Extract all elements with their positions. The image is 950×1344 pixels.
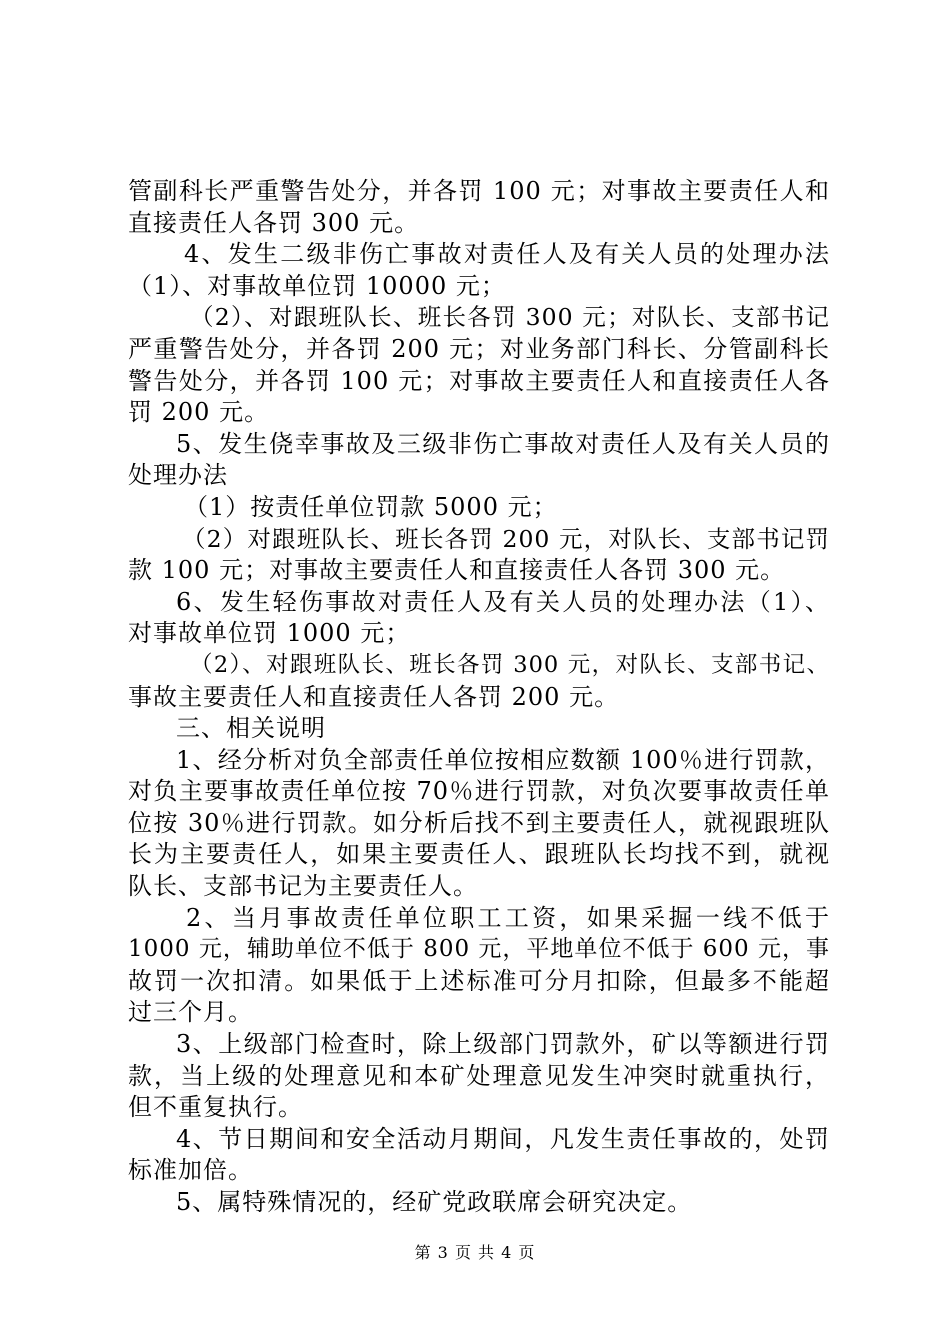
text-line: 队长、支部书记为主要责任人。	[128, 872, 478, 901]
text-line: 款，当上级的处理意见和本矿处理意见发生冲突时就重执行，	[128, 1061, 830, 1090]
text-line: 对事故单位罚 1000 元；	[128, 619, 411, 648]
text-line: 标准加倍。	[128, 1156, 253, 1185]
text-line: （2）对跟班队长、班长各罚 200 元，对队长、支部书记罚	[182, 524, 830, 553]
text-line: 直接责任人各罚 300 元。	[128, 208, 420, 237]
text-line: 严重警告处分，并各罚 200 元；对业务部门科长、分管副科长	[128, 334, 830, 363]
text-line: 警告处分，并各罚 100 元；对事故主要责任人和直接责任人各	[128, 366, 830, 395]
text-line: 故罚一次扣清。如果低于上述标准可分月扣除，但最多不能超	[128, 966, 830, 995]
text-line: 5、发生侥幸事故及三级非伤亡事故对责任人及有关人员的	[176, 429, 830, 458]
text-line: 罚 200 元。	[128, 398, 270, 427]
text-line: 位按 30％进行罚款。如分析后找不到主要责任人，就视跟班队	[128, 808, 830, 837]
text-line: 4、发生二级非伤亡事故对责任人及有关人员的处理办法	[184, 240, 830, 269]
text-line: 过三个月。	[128, 998, 253, 1027]
text-line: 三、相关说明	[176, 714, 326, 743]
text-line: 处理办法	[128, 461, 228, 490]
text-line: （1）、对事故单位罚 10000 元；	[128, 271, 506, 300]
text-line: 5、属特殊情况的，经矿党政联席会研究决定。	[176, 1188, 693, 1216]
text-line: （2）、对跟班队长、班长各罚 300 元；对队长、支部书记	[190, 303, 830, 332]
text-line: 1、经分析对负全部责任单位按相应数额 100％进行罚款，	[176, 745, 830, 774]
text-line: 但不重复执行。	[128, 1093, 303, 1122]
text-line: 3、上级部门检查时，除上级部门罚款外，矿以等额进行罚	[176, 1030, 830, 1059]
text-line: 4、节日期间和安全活动月期间，凡发生责任事故的，处罚	[176, 1124, 830, 1153]
page-footer: 第 3 页 共 4 页	[414, 1243, 536, 1262]
text-line: （2）、对跟班队长、班长各罚 300 元，对队长、支部书记、	[190, 651, 830, 678]
text-line: 长为主要责任人，如果主要责任人、跟班队长均找不到，就视	[128, 840, 830, 869]
text-line: 款 100 元；对事故主要责任人和直接责任人各罚 300 元。	[128, 556, 786, 585]
text-line: 事故主要责任人和直接责任人各罚 200 元。	[128, 682, 620, 711]
text-line: 6、发生轻伤事故对责任人及有关人员的处理办法（1）、	[176, 587, 830, 616]
text-line: 管副科长严重警告处分，并各罚 100 元；对事故主要责任人和	[128, 177, 830, 205]
text-line: 1000 元，辅助单位不低于 800 元，平地单位不低于 600 元，事	[128, 936, 830, 963]
text-line: 对负主要事故责任单位按 70％进行罚款，对负次要事故责任单	[128, 777, 830, 806]
document-body	[128, 176, 830, 1219]
text-line: （1）按责任单位罚款 5000 元；	[184, 492, 558, 521]
text-line: 2、当月事故责任单位职工工资，如果采掘一线不低于	[186, 903, 830, 932]
